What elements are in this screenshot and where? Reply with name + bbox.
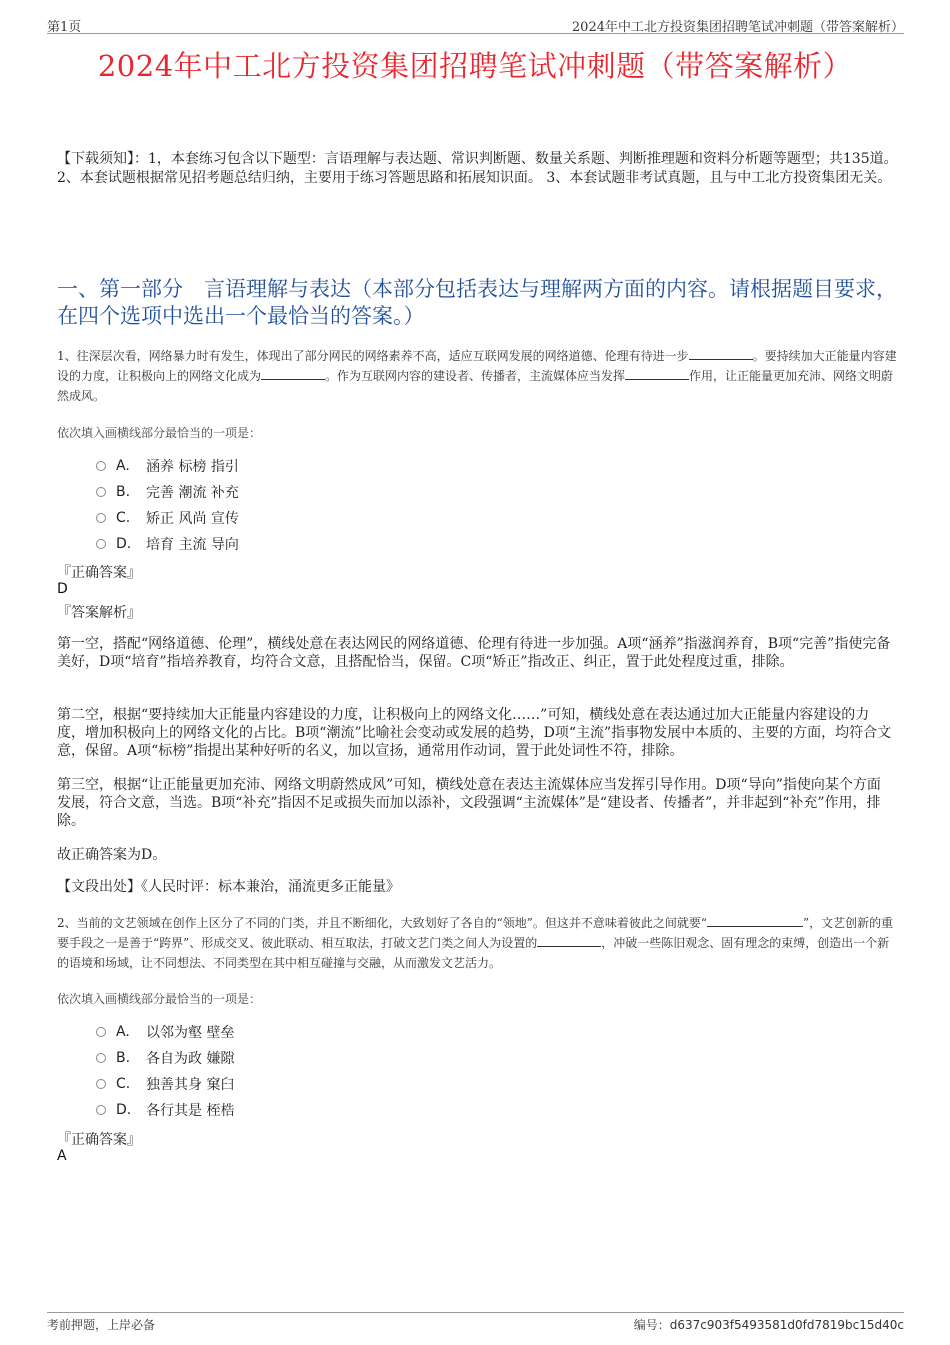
question-2-text: 2、当前的文艺领域在创作上区分了不同的门类，并且不断细化，大致划好了各自的“领地”。但这并不意味着彼此之间就要“ ”，文艺创新的重要手段之一是善于“跨界”、形成交叉、彼此联动、相互取法，打破文艺门类之间人为设置的 ，冲破一些陈旧观念、固有理念的束缚，创造出一个新的语境和场域，让不同想法、不同类型在其中相互碰撞与交融，从而激发文艺活力。: [57, 916, 894, 970]
radio-icon[interactable]: [96, 539, 106, 549]
radio-icon[interactable]: [96, 1079, 106, 1089]
radio-icon[interactable]: [96, 461, 106, 471]
answer-label: 『正确答案』: [57, 565, 141, 581]
radio-icon[interactable]: [96, 487, 106, 497]
analysis-label: 『答案解析』: [57, 605, 141, 621]
document-title: 2024年中工北方投资集团招聘笔试冲刺题（带答案解析）: [97, 49, 853, 83]
blank-line: [261, 367, 325, 380]
option-a[interactable]: A. 涵养 标榜 指引: [96, 453, 239, 479]
option-a[interactable]: A. 以邻为壑 壁垒: [96, 1019, 234, 1045]
option-b[interactable]: B. 各自为政 嫌隙: [96, 1045, 234, 1071]
question-1-options: [96, 453, 239, 557]
page-header: [47, 14, 904, 34]
option-c[interactable]: C. 独善其身 窠臼: [96, 1071, 234, 1097]
page-number: 第1页: [47, 20, 82, 35]
option-d[interactable]: D. 培育 主流 导向: [96, 531, 239, 557]
answer-label: 『正确答案』: [57, 1132, 141, 1148]
blank-line: [707, 914, 803, 927]
answer-value: A: [57, 1148, 67, 1164]
radio-icon[interactable]: [96, 1105, 106, 1115]
analysis-paragraph: 第三空，根据“让正能量更加充沛、网络文明蔚然成风”可知，横线处意在表达主流媒体应当发挥引导作用。D项“导向”指使向某个方面发展，符合文意，当选。B项“补充”指因不足或损失而加以添补，文段强调“主流媒体”是“建设者、传播者”，并非起到“补充”作用，排除。: [57, 777, 881, 829]
question-2-options: [96, 1019, 234, 1123]
footer-slogan: 考前押题，上岸必备: [47, 1318, 156, 1332]
blank-line: [537, 934, 601, 947]
source-note: 【文段出处】《人民时评：标本兼治，涌流更多正能量》: [57, 879, 400, 895]
header-doc-title: 2024年中工北方投资集团招聘笔试冲刺题（带答案解析）: [571, 20, 904, 35]
blank-line: [625, 367, 689, 380]
analysis-conclusion: 故正确答案为D。: [57, 847, 167, 863]
section-title: 一、第一部分 言语理解与表达（本部分包括表达与理解两方面的内容。请根据题目要求，在四个选项中选出一个最恰当的答案。）: [57, 277, 897, 328]
page-footer: [47, 1312, 904, 1332]
analysis-paragraph: 第一空，搭配“网络道德、伦理”，横线处意在表达网民的网络道德、伦理有待进一步加强。A项“涵养”指滋润养育，B项“完善”指使完备美好，D项“培育”指培养教育，均符合文意，且搭配恰当，保留。C项“矫正”指改正、纠正，置于此处程度过重，排除。: [57, 636, 891, 670]
footer-code: 编号：d637c903f5493581d0fd7819bc15d40c: [633, 1318, 904, 1332]
question-2-prompt: 依次填入画横线部分最恰当的一项是：: [57, 992, 262, 1006]
option-b[interactable]: B. 完善 潮流 补充: [96, 479, 239, 505]
radio-icon[interactable]: [96, 1027, 106, 1037]
answer-value: D: [57, 581, 68, 597]
option-c[interactable]: C. 矫正 风尚 宣传: [96, 505, 239, 531]
radio-icon[interactable]: [96, 513, 106, 523]
blank-line: [689, 347, 753, 360]
question-1-text: 1、往深层次看，网络暴力时有发生，体现出了部分网民的网络素养不高，适应互联网发展的网络道德、伦理有待进一步 。要持续加大正能量内容建设的力度，让积极向上的网络文化成为 。作为互联网内容的建设者、传播者，主流媒体应当发挥 作用，让正能量更加充沛、网络文明蔚然成风。: [57, 349, 897, 403]
radio-icon[interactable]: [96, 1053, 106, 1063]
analysis-paragraph: 第二空，根据“要持续加大正能量内容建设的力度，让积极向上的网络文化……”可知，横线处意在表达通过加大正能量内容建设的力度，增加积极向上的网络文化的占比。B项“潮流”比喻社会变动或发展的趋势，D项“主流”指事物发展中本质的、主要的方面，均符合文意，保留。A项“标榜”指提出某种好听的名义，加以宣扬，通常用作动词，置于此处词性不符，排除。: [57, 707, 892, 759]
download-notice: 【下载须知】：1，本套练习包含以下题型：言语理解与表达题、常识判断题、数量关系题、判断推理题和资料分析题等题型；共135道。 2、本套试题根据常见招考题总结归纳，主要用于练习答题思路和拓展知识面。 3、本套试题非考试真题，且与中工北方投资集团无关。: [57, 151, 898, 186]
option-d[interactable]: D. 各行其是 桎梏: [96, 1097, 234, 1123]
question-1-prompt: 依次填入画横线部分最恰当的一项是：: [57, 426, 262, 440]
